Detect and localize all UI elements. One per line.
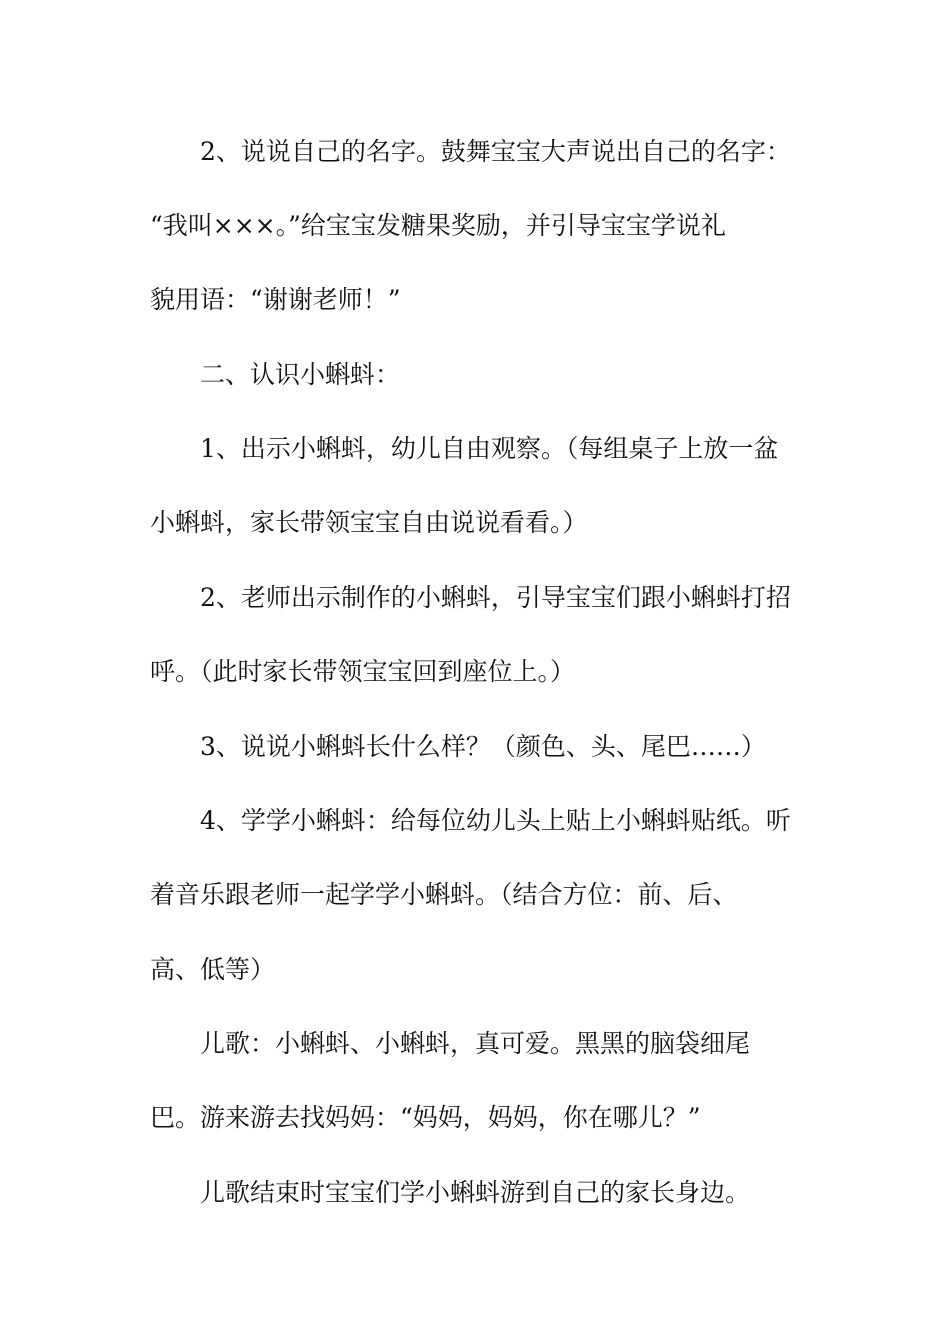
text-line: 儿歌：小蝌蚪、小蝌蚪，真可爱。黑黑的脑袋细尾 [200,1029,751,1058]
text-line: 巴。游来游去找妈妈：“妈妈，妈妈，你在哪儿？” [150,1103,701,1132]
text-line: 2、说说自己的名字。鼓舞宝宝大声说出自己的名字： [200,137,791,166]
text-line: “我叫×××。”给宝宝发糖果奖励，并引导宝宝学说礼 [150,211,726,240]
text-line: 呼。（此时家长带领宝宝回到座位上。） [150,657,576,686]
text-line: 1、出示小蝌蚪，幼儿自由观察。（每组桌子上放一盆 [200,434,779,463]
text-line: 2、老师出示制作的小蝌蚪，引导宝宝们跟小蝌蚪打招 [200,583,791,612]
text-line: 貌用语：“谢谢老师！” [150,285,401,314]
text-line: 4、学学小蝌蚪：给每位幼儿头上贴上小蝌蚪贴纸。听 [200,806,791,835]
text-line: 小蝌蚪，家长带领宝宝自由说说看看。） [150,508,588,537]
text-line: 高、低等） [150,955,276,984]
text-line: 儿歌结束时宝宝们学小蝌蚪游到自己的家长身边。 [200,1178,751,1207]
section-heading: 二、认识小蝌蚪： [200,360,401,389]
text-line: 着音乐跟老师一起学学小蝌蚪。（结合方位：前、后、 [150,880,738,909]
text-line: 3、说说小蝌蚪长什么样？（颜色、头、尾巴……） [200,732,766,761]
